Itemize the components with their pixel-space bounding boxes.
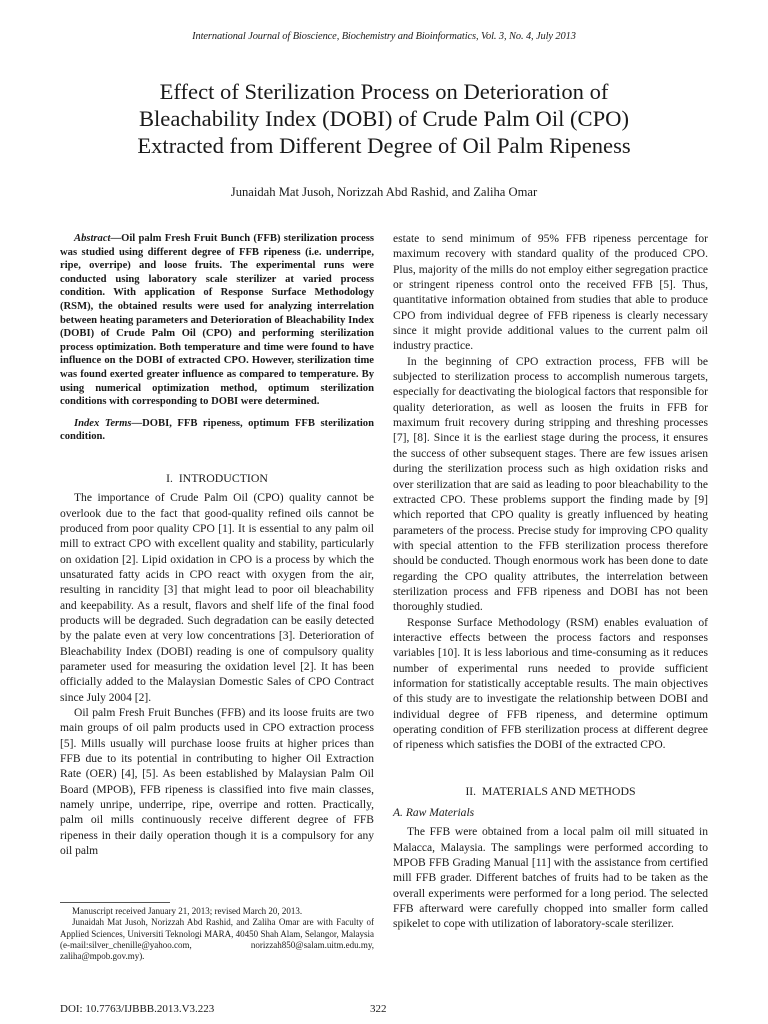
intro-paragraph: estate to send minimum of 95% FFB ripeness percentage for maximum recovery with standard quality of the produced CPO. Plus, majority of the mills do not employ either segregation practice or stringent ripeness control onto the received FFB [5]. Thus, quantitative information obtained from studies that able to produce CPO from individual degree of FFB ripeness is clearly necessary since it might provide additional values to the current palm oil industry practice.: [393, 233, 708, 353]
footnote: Manuscript received January 21, 2013; revised March 20, 2013.: [72, 906, 303, 916]
section-heading-introduction: I. INTRODUCTION: [166, 470, 268, 485]
index-terms-dash: —: [131, 417, 143, 429]
intro-paragraph: In the beginning of CPO extraction process, FFB will be subjected to sterilization process to accomplish numerous targets, especially for deactivating the biological factors that responsible for quality deterioration, as well as loosen the fruits in FFB for maximum fruit recovery during stripping and threshing processes [7], [8]. Since it is the earliest stage during the process, it ensures the success of other subsequent stages. There are few issues arisen during the sterilization process such as high oxidation risks and over sterilization that are said as leading to poor bleachability to the extracted CPO. These problems support the finding made by [9] which reported that CPO quality is greatly influenced by heating parameters of the process. Precise study for improving CPO quality with special attention to the FFB sterilization process therefore should be conducted. Though enormous work has been done to date regarding the CPO quality attributes, the interrelation between sterilization process and FFB ripeness and DOBI has not been thoroughly studied.: [393, 355, 708, 614]
right-column: [393, 232, 708, 933]
paper-title: [40, 78, 728, 159]
index-terms-lead: Index Terms: [74, 417, 132, 429]
footnotes: [60, 906, 374, 962]
index-terms-text: DOBI, FFB ripeness, optimum FFB sterilization condition.: [60, 417, 374, 443]
title-line: Effect of Sterilization Process on Deterioration of: [159, 79, 609, 104]
footnote-divider: [60, 902, 170, 903]
page-number: 322: [370, 1003, 387, 1015]
intro-paragraph: Oil palm Fresh Fruit Bunches (FFB) and its loose fruits are two main groups of oil palm products used in CPO extraction process [5]. Mills usually will purchase loose fruits at higher prices than FFB due to its potential in contributing to higher Oil Extraction Rate (OER) [4], [5]. As been established by Malaysian Palm Oil Board (MPOB), FFB ripeness is classified into five main classes, namely unripe, underripe, ripe, overripe and rotten. Practically, palm oil mills continuously receive different degree of FFB ripeness in their daily operation though it is a compulsory for any oil palm: [60, 707, 374, 858]
running-head: International Journal of Bioscience, Biochemistry and Bioinformatics, Vol. 3, No. 4, July 2013: [192, 31, 576, 42]
left-column: [60, 232, 374, 860]
intro-paragraph: Response Surface Methodology (RSM) enables evaluation of interactive effects between the process factors and responses variables [10]. It is less laborious and time-consuming as it reduces number of experimental runs needed to provide sufficient information for statistically acceptable results. The main objectives of this study are to investigate the relationship between DOBI and individual degree of FFB ripeness, and determine optimum operating condition of FFB sterilization process at different degree of ripeness which satisfies the DOBI of the extracted CPO.: [393, 616, 708, 752]
doi: DOI: 10.7763/IJBBB.2013.V3.223: [60, 1003, 215, 1015]
raw-materials-paragraph: The FFB were obtained from a local palm oil mill situated in Malacca, Malaysia. The samplings were performed according to MPOB FFB Grading Manual [11] with the assistance from certified mill FFB grader. Different batches of fruits had to be taken as the overall experiments were performed for a long period. The selected FFB afterward were carefully chopped into smaller form called spikelet to cope with utilization of laboratory-scale sterilizer.: [393, 826, 708, 931]
title-line: Extracted from Different Degree of Oil Palm Ripeness: [137, 133, 631, 158]
abstract: [60, 232, 374, 409]
footnote: Junaidah Mat Jusoh, Norizzah Abd Rashid, and Zaliha Omar are with Faculty of Applied Sciences, Universiti Teknologi MARA, 40450 Shah Alam, Selangor, Malaysia (e-mail:silver_chenille@yahoo.com, norizzah850@salam.uitm.edu.my, zaliha@mpob.gov.my).: [60, 917, 374, 962]
title-line: Bleachability Index (DOBI) of Crude Palm Oil (CPO): [138, 106, 630, 131]
abstract-lead: Abstract: [74, 233, 111, 244]
section-heading-methods: II. MATERIALS AND METHODS: [465, 783, 636, 798]
abstract-text: Oil palm Fresh Fruit Bunch (FFB) sterilization process was studied using different degree of FFB ripeness (i.e. underripe, ripe, overripe) and loose fruits. The experimental runs were conducted using laboratory scale sterilizer at varied process condition. With application of Response Surface Methodology (RSM), the obtained results were used for analyzing interrelation between heating parameters and Deterioration of Bleachability Index (DOBI) of Crude Palm Oil (CPO) and performing sterilization process optimization. Both temperature and time were found to have influence on the DOBI of extracted CPO. However, sterilization time was found exerted greater influence as compared to temperature. By using numerical optimization method, optimum sterilization conditions with corresponding to DOBI were determined.: [60, 233, 374, 408]
subsection-heading-raw-materials: A. Raw Materials: [393, 807, 475, 820]
index-terms: [60, 417, 374, 444]
intro-paragraph: The importance of Crude Palm Oil (CPO) quality cannot be overlook due to the fact that good-quality refined oils cannot be produced from poor quality CPO [1]. It is essential to any palm oil mill to extract CPO with excellent quality and stability, particularly on oxidation [2]. Lipid oxidation in CPO is a process by which the unsaturated fatty acids in CPO react with oxygen from the air, resulting in rancidity [3] that might lead to poor oil bleachability and keepability. As a result, flavors and shelf life of the final food products will be degraded. Such degradation can be easily detected by the palate even at very low concentrations [3]. Deterioration of Bleachability Index (DOBI) reading is one of compulsory quality parameter used for measuring the oxidation level [2]. It has been officially added to the Malaysian Domestic Sales of CPO Contract since July 2004 [2].: [60, 492, 374, 704]
author-list: Junaidah Mat Jusoh, Norizzah Abd Rashid, and Zaliha Omar: [230, 185, 538, 199]
abstract-dash: —: [110, 233, 122, 244]
